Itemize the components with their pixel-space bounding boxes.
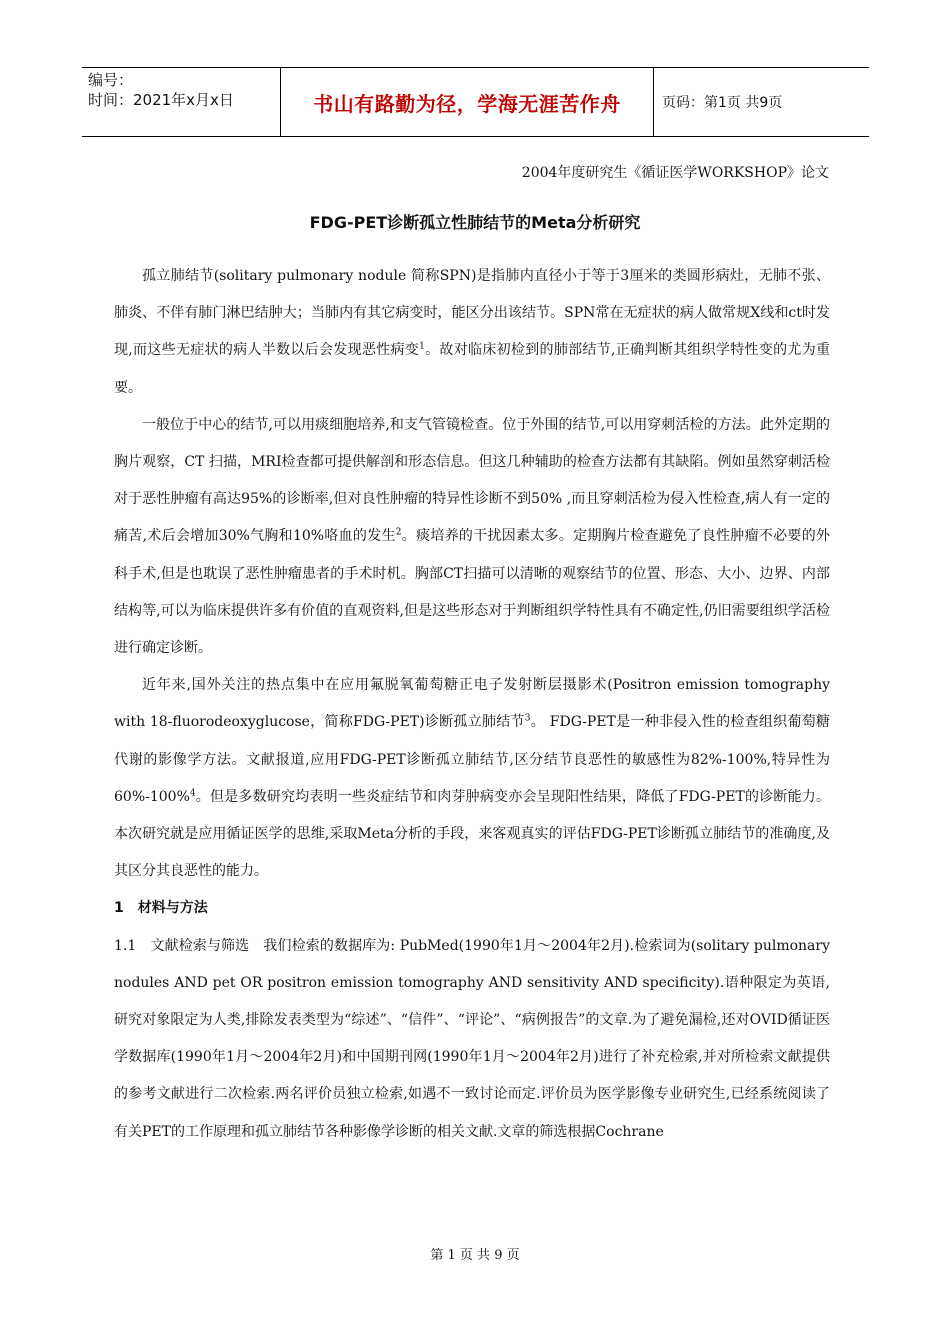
- header-motto: 书山有路勤为径，学海无涯苦作舟: [313, 91, 621, 116]
- time-label: 时间：2021年x月x日: [88, 91, 234, 109]
- document-body: [114, 258, 830, 1151]
- page-footer: 第 1 页 共 9 页: [430, 1248, 520, 1263]
- header-meta: [82, 68, 281, 136]
- number-label: 编号：: [88, 71, 134, 89]
- citation-ref: 4: [189, 788, 196, 799]
- document-header: [82, 67, 869, 137]
- citation-ref: 1: [419, 341, 425, 352]
- paragraph-3: 近年来,国外关注的热点集中在应用氟脱氧葡萄糖正电子发射断层摄影术(Positron emission tomography with 18-fluorodeoxyglucose，简称FDG-PET)诊断孤立肺结节$^3$。 FDG-PET是一种非侵入性的检查组织葡萄糖代谢的影像学方法。文献报道,应用FDG-PET诊断孤立肺结节,区分结节良恶性的敏感性为82%-100%,特异性为60%-100%$^4$。但是多数研究均表明一些炎症结节和肉芽肿病变亦会呈现阳性结果，降低了FDG-PET的诊断能力。本次研究就是应用循证医学的思维,采取Meta分析的手段，来客观真实的评估FDG-PET诊断孤立肺结节的准确度,及其区分其良恶性的能力。: [114, 677, 830, 880]
- citation-ref: 3: [524, 713, 531, 724]
- source-line: 2004年度研究生《循证医学WORKSHOP》论文: [521, 165, 829, 181]
- section-heading: 1 材料与方法: [114, 900, 208, 917]
- header-page-info: 页码：第1页 共9页: [662, 95, 783, 111]
- paragraph-1: 孤立肺结节(solitary pulmonary nodule 简称SPN)是指肺内直径小于等于3厘米的类圆形病灶，无肺不张、肺炎、不伴有肺门淋巴结肿大；当肺内有其它病变时，能区分出该结节。SPN常在无症状的病人做常规X线和ct时发现,而这些无症状的病人半数以后会发现恶性病变$^1$。故对临床初检到的肺部结节,正确判断其组织学特性变的尤为重要。: [114, 268, 830, 396]
- document-title: FDG-PET诊断孤立性肺结节的Meta分析研究: [309, 213, 641, 232]
- paragraph-4: 1.1 文献检索与筛选 我们检索的数据库为: PubMed(1990年1月～2004年2月).检索词为(solitary pulmonary nodules AND pet OR positron emission tomography AND sensitivity AND specificity).语种限定为英语,研究对象限定为人类,排除发表类型为“综述”、“信件”、“评论”、“病例报告”的文章.为了避免漏检,还对OVID循证医学数据库(1990年1月～2004年2月)和中国期刊网(1990年1月～2004年2月)进行了补充检索,并对所检索文献提供的参考文献进行二次检索.两名评价员独立检索,如遇不一致讨论而定.评价员为医学影像专业研究生,已经系统阅读了有关PET的工作原理和孤立肺结节各种影像学诊断的相关文献.文章的筛选根据Cochrane: [114, 937, 830, 1140]
- paragraph-2: 一般位于中心的结节,可以用痰细胞培养,和支气管镜检查。位于外围的结节,可以用穿刺活检的方法。此外定期的胸片观察，CT 扫描，MRI检查都可提供解剖和形态信息。但这几种辅助的检查方法都有其缺陷。例如虽然穿刺活检对于恶性肿瘤有高达95%的诊断率,但对良性肿瘤的特异性诊断不到50% ,而且穿刺活检为侵入性检查,病人有一定的痛苦,术后会增加30%气胸和10%咯血的发生$^2$。痰培养的干扰因素太多。定期胸片检查避免了良性肿瘤不必要的外科手术,但是也耽误了恶性肿瘤患者的手术时机。胸部CT扫描可以清晰的观察结节的位置、形态、大小、边界、内部结构等,可以为临床提供许多有价值的直观资料,但是这些形态对于判断组织学特性具有不确定性,仍旧需要组织学活检进行确定诊断。: [114, 416, 831, 657]
- citation-ref: 2: [395, 527, 402, 538]
- header-motto-cell: [281, 68, 654, 136]
